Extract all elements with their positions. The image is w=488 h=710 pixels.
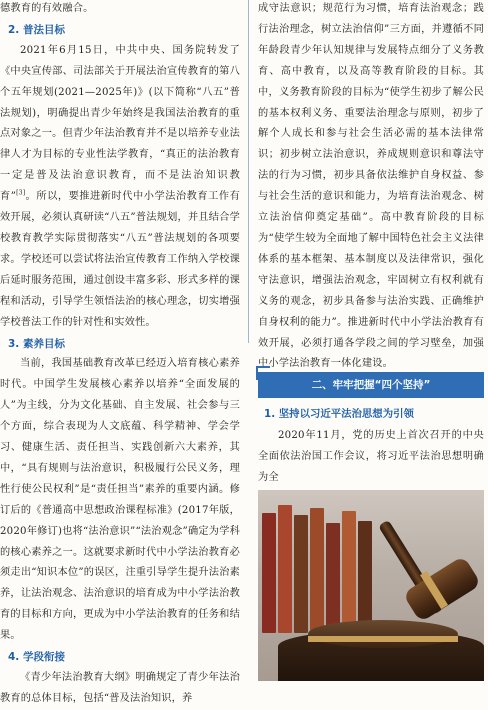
paragraph-suyang: 当前，我国基础教育改革已经迈入培育核心素养时代。中国学生发展核心素养以培养“全面发展的人”为主线，分为文化基础、自主发展、社会参与三个方面，综合表现为人文底蕴、科学精神、学会学习、健康生活、责任担当、实践创新六大素养，其中，“具有规则与法治意识，积极履行公民义务，理性行使公民权利”是“责任担当”素养的重要内涵。修订后的《普通高中思想政治课程标准》(2017年版，2020年修订)也将“法治意识”“法治观念”确定为学科的核心素养之一。这就要求新时代中小学法治教育必须走出“知识本位”的误区，注重引导学生提升法治素养，让法治观念、法治意识的培育成为中小学法治教育的目标和方向，更成为中小学法治教育的任务和结果。 (0, 358, 240, 642)
heading-jianchi-yinling: 1. 坚持以习近平法治思想为引领 (264, 408, 414, 420)
paragraph-pufa-text-a: 2021年6月15日，中共中央、国务院转发了《中央宣传部、司法部关于开展法治宣传教育的第八个五年规划(2021—2025年)》(以下简称“八五”普法规划)，明确提出青少年始终是我国法治教育的重点对象之一。但青少年法治教育并不是以培养专业法律人才为目标的专业性法学教育，“真正的法治教育一定是普及法治意识教育，而不是法治知识教育” (0, 44, 240, 203)
paragraph-xueduan: 《青少年法治教育大纲》明确规定了青少年法治教育的总体目标，包括“普及法治知识，养 (0, 672, 240, 704)
books-icon (258, 498, 388, 633)
heading-suyang-mubiao: 3. 素养目标 (8, 337, 65, 350)
gavel-block-top (308, 620, 458, 648)
paragraph-continued: 德教育的有效融合。 (0, 3, 94, 14)
gavel-block-band (308, 636, 458, 642)
column-divider (248, 0, 249, 343)
paragraph-pufa (0, 41, 240, 334)
left-column (0, 0, 240, 710)
heading-pufa-mubiao: 2. 普法目标 (8, 23, 65, 36)
section-title-bar: 二、牢牢把握“四个坚持” (258, 372, 484, 398)
citation-3: [3] (16, 189, 26, 197)
paragraph-jianchi: 2020年11月，党的历史上首次召开的中央全面依法治国工作会议，将习近平法治思想明确为全 (258, 430, 484, 483)
gavel-books-photo (258, 490, 484, 681)
right-lower-column (258, 404, 484, 489)
paragraph-right-continued: 成守法意识；规范行为习惯，培育法治观念；践行法治理念，树立法治信仰”三方面，并遵循不同年龄段青少年认知规律与发展特点细分了义务教育、高中教育，以及高等教育阶段的目标。其中，义务教育阶段的目标为“使学生初步了解公民的基本权利义务、重要法治理念与原则，初步了解个人成长和参与社会生活必需的基本法律常识；初步树立法治意识，养成规则意识和尊法守法的行为习惯，初步具备依法维护自身权益、参与社会生活的意识和能力，为培育法治观念、树立法治信仰奠定基础”。高中教育阶段的目标为“使学生较为全面地了解中国特色社会主义法律体系的基本框架、基本制度以及法律常识，强化守法意识，增强法治观念，牢固树立有权利就有义务的观念，初步具备参与法治实践、正确维护自身权利的能力”。推进新时代中小学法治教育有效开展，必须打通各学段之间的学习壁垒，加强中小学法治教育一体化建设。 (258, 3, 484, 370)
right-column (258, 0, 484, 375)
paragraph-pufa-text-b: 。所以，要推进新时代中小学法治教育工作有效开展，必须认真研读“八五”普法规划，并且结合学校教育教学实际贯彻落实“八五”普法规划的各项要求。学校还可以尝试将法治宣传教育工作纳入学校课后延时服务范围，通过创设丰富多彩、形式多样的课程和活动，引导学生领悟法治的核心理念，切实增强学校普法工作的针对性和实效性。 (0, 191, 241, 328)
heading-xueduan-xianjie: 4. 学段衔接 (8, 651, 65, 664)
